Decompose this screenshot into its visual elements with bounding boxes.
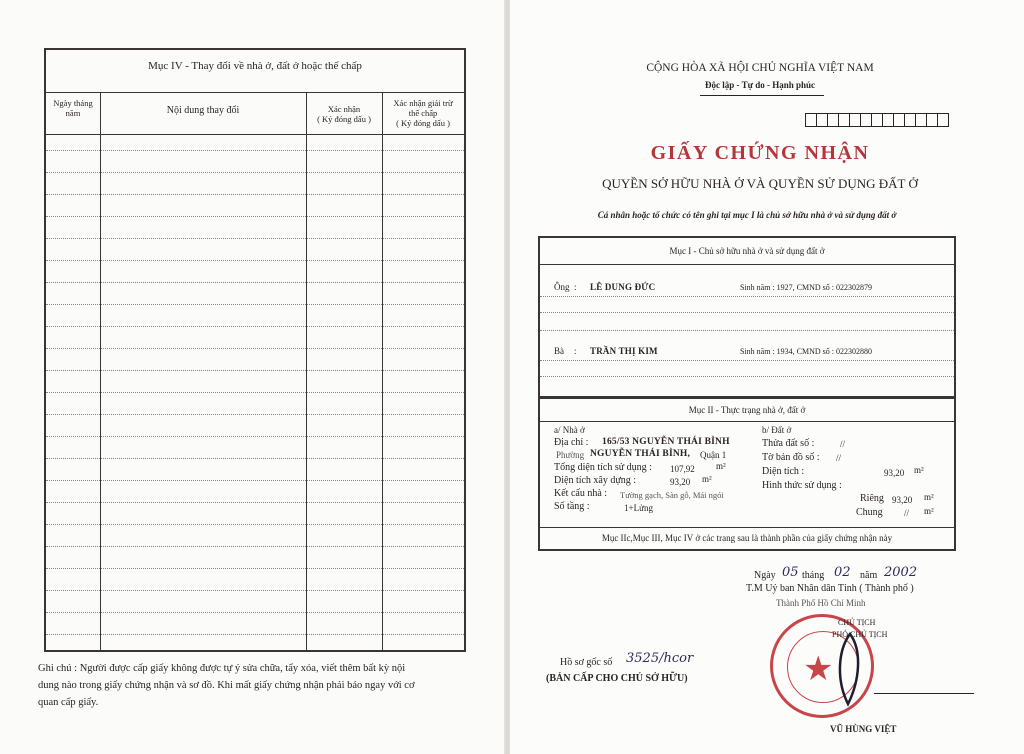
floors-label: Số tầng : xyxy=(554,501,590,512)
owner-line xyxy=(540,312,954,313)
district-value: Quận 1 xyxy=(700,450,727,460)
parcel-value: // xyxy=(840,439,846,449)
unit: m² xyxy=(924,506,934,516)
row-line xyxy=(46,150,464,151)
shared-value: // xyxy=(904,508,910,518)
motto: Độc lập - Tự do - Hạnh phúc xyxy=(704,80,815,90)
row-line xyxy=(46,568,464,569)
row-line xyxy=(46,436,464,437)
owner2-name: TRẦN THỊ KIM xyxy=(590,346,658,356)
column-header-release: Xác nhận giải trừ thế chấp ( Ký đóng dấu ) xyxy=(393,98,453,128)
left-page xyxy=(0,0,506,754)
signature-icon xyxy=(830,630,870,710)
section2-title: Mục II - Thực trạng nhà ở, đất ở xyxy=(688,405,806,415)
unit: m² xyxy=(924,492,934,502)
row-line xyxy=(46,370,464,371)
total-area-value: 107,92 xyxy=(670,464,695,474)
owner1-prefix: Ông xyxy=(554,282,570,292)
section-divider xyxy=(540,527,954,528)
owners-section: Mục I - Chủ sở hữu nhà ở và sử dụng đất ở Ông : LÊ DUNG ĐỨC Sinh năm : 1927, CMND số : 022302879 Bà : TRẦN THỊ KIM Sinh năm : 1934, CMND số : 022302880 xyxy=(538,236,956,398)
row-line xyxy=(46,282,464,283)
row-line xyxy=(46,216,464,217)
row-line xyxy=(46,260,464,261)
build-area-value: 93,20 xyxy=(670,477,691,487)
changes-table xyxy=(44,48,466,652)
table-divider xyxy=(46,92,464,93)
certificate-number-boxes xyxy=(806,113,949,127)
column-divider xyxy=(306,92,307,650)
chairman-title: CHỦ TỊCH xyxy=(838,618,876,627)
section-divider xyxy=(540,421,954,422)
row-line xyxy=(46,348,464,349)
unit: m² xyxy=(716,461,726,471)
section-divider xyxy=(540,264,954,265)
ward-value: NGUYỄN THÁI BÌNH, xyxy=(590,449,691,459)
date-month-label: tháng xyxy=(802,570,825,581)
row-line xyxy=(46,480,464,481)
authority-line1: T.M Uỷ ban Nhân dân Tỉnh ( Thành phố ) xyxy=(746,583,914,594)
private-label: Riêng xyxy=(860,493,884,504)
row-line xyxy=(46,392,464,393)
section-footer: Mục IIc,Mục III, Mục IV ở các trang sau là thành phần của giấy chứng nhận này xyxy=(601,533,893,543)
republic-heading: CỘNG HÒA XÃ HỘI CHỦ NGHĨA VIỆT NAM xyxy=(646,62,874,74)
column-header-content: Nội dung thay đổi xyxy=(166,105,240,116)
dossier-label: Hồ sơ gốc số xyxy=(560,657,613,668)
date-day-label: Ngày xyxy=(754,570,776,581)
owner2-prefix: Bà xyxy=(554,346,564,356)
dossier-value: 3525/hcor xyxy=(626,651,694,666)
certificate-subtitle: QUYỀN SỞ HỮU NHÀ Ở VÀ QUYỀN SỬ DỤNG ĐẤT Ở xyxy=(602,176,918,191)
date-year-value: 2002 xyxy=(884,565,918,580)
row-line xyxy=(46,546,464,547)
row-line xyxy=(46,414,464,415)
digit-box xyxy=(937,113,949,127)
address-label: Địa chỉ : xyxy=(554,437,589,448)
row-line xyxy=(46,612,464,613)
row-line xyxy=(46,304,464,305)
land-area-value: 93,20 xyxy=(884,468,905,478)
copy-note: (BẢN CẤP CHO CHỦ SỞ HỮU) xyxy=(546,673,688,684)
owner-line xyxy=(540,376,954,377)
owner-line xyxy=(540,330,954,331)
owner1-name: LÊ DUNG ĐỨC xyxy=(590,282,656,292)
date-year-label: năm xyxy=(860,570,878,581)
note-block xyxy=(38,660,478,711)
vice-chairman-title: PHÓ CHỦ TỊCH xyxy=(832,630,888,639)
floors-value: 1+Lửng xyxy=(624,503,653,513)
signer-name: VŨ HÙNG VIỆT xyxy=(830,724,897,734)
land-area-label: Diện tích : xyxy=(762,466,805,477)
row-line xyxy=(46,524,464,525)
usage-label: Hình thức sử dụng : xyxy=(762,480,842,491)
row-line xyxy=(46,502,464,503)
land-heading: b/ Đất ở xyxy=(762,425,792,435)
note-line: dung nào trong giấy chứng nhận và sơ đồ. Khi mất giấy chứng nhận phải báo ngay với cơ xyxy=(38,680,415,691)
row-line xyxy=(46,634,464,635)
map-label: Tờ bản đồ số : xyxy=(762,452,820,463)
column-divider xyxy=(100,92,101,650)
build-area-label: Diện tích xây dựng : xyxy=(554,475,637,486)
section1-title: Mục I - Chủ sở hữu nhà ở và sử dụng đất ở xyxy=(669,246,825,256)
total-area-label: Tổng diện tích sử dụng : xyxy=(554,462,652,473)
unit: m² xyxy=(702,474,712,484)
row-line xyxy=(46,172,464,173)
owner2-details: Sinh năm : 1934, CMND số : 022302880 xyxy=(740,347,873,356)
section4-title: Mục IV - Thay đổi về nhà ở, đất ở hoặc thế chấp xyxy=(148,60,362,72)
seal-star-icon: ★ xyxy=(803,651,834,688)
row-line xyxy=(46,194,464,195)
shared-label: Chung xyxy=(856,507,883,518)
row-line xyxy=(46,238,464,239)
certificate-title: GIẤY CHỨNG NHẬN xyxy=(650,142,870,164)
private-value: 93,20 xyxy=(892,495,913,505)
date-month-value: 02 xyxy=(834,565,851,580)
house-heading: a/ Nhà ở xyxy=(554,425,585,435)
map-value: // xyxy=(836,453,842,463)
owner-line xyxy=(540,296,954,297)
structure-value: Tường gạch, Sàn gỗ, Mái ngói xyxy=(620,490,724,500)
owner1-details: Sinh năm : 1927, CMND số : 022302879 xyxy=(740,283,873,292)
property-section xyxy=(538,397,956,551)
authority-line2: Thành Phố Hồ Chí Minh xyxy=(776,598,866,608)
row-line xyxy=(46,326,464,327)
motto-underline xyxy=(700,95,824,96)
column-divider xyxy=(382,92,383,650)
note-line: quan cấp giấy. xyxy=(38,697,99,708)
header-divider xyxy=(46,134,464,135)
row-line xyxy=(46,590,464,591)
parcel-label: Thửa đất số : xyxy=(762,438,815,449)
note-line: Ghi chú : Người được cấp giấy không được tự ý sửa chữa, tẩy xóa, viết thêm bất kỳ nội xyxy=(38,663,406,674)
address-value: 165/53 NGUYỄN THÁI BÌNH xyxy=(602,437,730,447)
row-line xyxy=(46,458,464,459)
signature-line xyxy=(874,693,974,694)
unit: m² xyxy=(914,465,924,475)
column-header-date: Ngày tháng năm xyxy=(53,98,93,118)
certificate-intro: Cá nhân hoặc tổ chức có tên ghi tại mục I là chủ sở hữu nhà ở và sử dụng đất ở xyxy=(597,210,897,220)
column-header-confirm: Xác nhận ( Ký đóng dấu ) xyxy=(317,104,371,124)
owner-line xyxy=(540,360,954,361)
structure-label: Kết cấu nhà : xyxy=(554,488,608,499)
date-day-value: 05 xyxy=(782,565,799,580)
ward-label: Phường xyxy=(556,450,585,460)
